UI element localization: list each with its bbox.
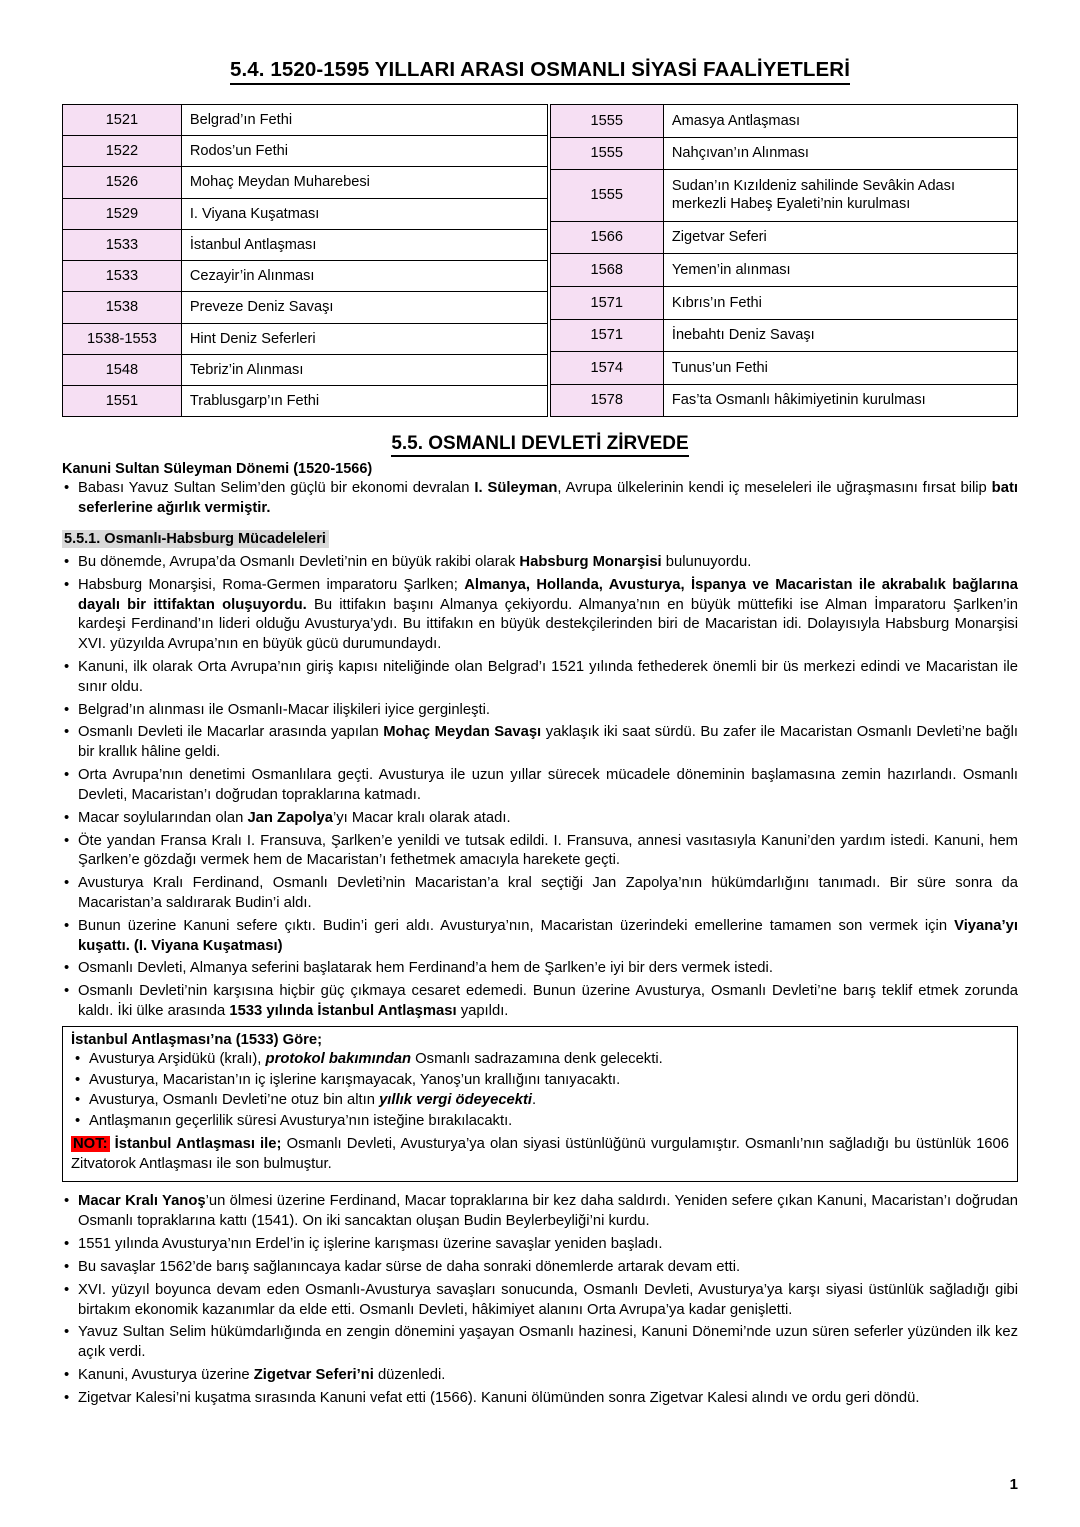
list-item: • Kanuni, Avusturya üzerine Zigetvar Seferi’ni düzenledi. [62, 1366, 1018, 1386]
table-row [63, 136, 548, 167]
timeline-table-right [550, 104, 1018, 417]
table-row [550, 384, 1017, 417]
event-cell: İstanbul Antlaşması [181, 229, 547, 260]
list-item: • Orta Avrupa’nın denetimi Osmanlılara geçti. Avusturya ile uzun yıllar sürecek mücadele döneminin başlamasına zemin hazırlandı. Osmanlı Devleti, Macaristan’ı doğrudan topraklarına katmadı. [62, 766, 1018, 806]
list-item: • Macar Kralı Yanoş’un ölmesi üzerine Ferdinand, Macar topraklarına bir kez daha saldırdı. Yeniden sefere çıkan Kanuni, Macaristan’ı doğrudan Osmanlı topraklarına kattı (1541). On iki sancaktan oluşan Budin Beylerbeyliği’ni kurdu. [62, 1192, 1018, 1232]
event-cell: Tunus’un Fethi [663, 352, 1017, 385]
list-item: • Avusturya, Macaristan’ın iç işlerine karışmayacak, Yanoş’un krallığını tanıyacaktı. [71, 1071, 1009, 1091]
section-title-551: 5.5.1. Osmanlı-Habsburg Mücadeleleri [62, 530, 329, 548]
event-cell: Sudan’ın Kızıldeniz sahilinde Sevâkin Adası merkezli Habeş Eyaleti’nin kurulması [663, 170, 1017, 222]
table-row [550, 137, 1017, 170]
list-item: • Yavuz Sultan Selim hükümdarlığında en zengin dönemini yaşayan Osmanlı hazinesi, Kanuni Dönemi’nde uzun süren seferler yüzünden ilk kez açık verdi. [62, 1323, 1018, 1363]
page-number: 1 [1009, 1476, 1018, 1493]
year-cell: 1533 [63, 261, 182, 292]
year-cell: 1571 [550, 286, 663, 319]
event-cell: I. Viyana Kuşatması [181, 198, 547, 229]
event-cell: İnebahtı Deniz Savaşı [663, 319, 1017, 352]
intro-bullet-list [62, 479, 1018, 519]
list-item: • Avusturya, Osmanlı Devleti’ne otuz bin altın yıllık vergi ödeyecekti. [71, 1091, 1009, 1111]
section-title-55 [62, 433, 1018, 455]
event-cell: Preveze Deniz Savaşı [181, 292, 547, 323]
table-row [550, 352, 1017, 385]
list-item: • Avusturya Arşidükü (kralı), protokol bakımından Osmanlı sadrazamına denk gelecekti. [71, 1050, 1009, 1070]
year-cell: 1571 [550, 319, 663, 352]
event-cell: Belgrad’ın Fethi [181, 105, 547, 136]
note-line: NOT: İstanbul Antlaşması ile; Osmanlı Devleti, Avusturya’ya olan siyasi üstünlüğünü vurgulamıştır. Osmanlı’nın sağladığı bu üstünlük 1606 Zitvatorok Antlaşması ile son bulmuştur. [71, 1136, 1009, 1172]
event-cell: Nahçıvan’ın Alınması [663, 137, 1017, 170]
table-row [63, 354, 548, 385]
table-row [550, 170, 1017, 222]
table-row [63, 386, 548, 417]
list-item: • Belgrad’ın alınması ile Osmanlı-Macar ilişkileri iyice gerginleşti. [62, 701, 1018, 721]
table-row [63, 292, 548, 323]
list-item: • Bu dönemde, Avrupa’da Osmanlı Devleti’nin en büyük rakibi olarak Habsburg Monarşisi bulunuyordu. [62, 553, 1018, 573]
page-title [62, 58, 1018, 86]
page-title-text: 5.4. 1520-1595 YILLARI ARASI OSMANLI SİYASİ FAALİYETLERİ [230, 58, 850, 85]
table-row [63, 261, 548, 292]
note-tag: NOT: [73, 1136, 108, 1153]
list-item: • 1551 yılında Avusturya’nın Erdel’in iç işlerine karışması üzerine savaşlar yeniden başladı. [62, 1235, 1018, 1255]
list-item: • Antlaşmanın geçerlilik süresi Avusturya’nın isteğine bırakılacaktı. [71, 1112, 1009, 1132]
year-cell: 1533 [63, 229, 182, 260]
kanuni-subtitle: Kanuni Sultan Süleyman Dönemi (1520-1566) [62, 461, 373, 478]
table-row [63, 105, 548, 136]
list-item: • Babası Yavuz Sultan Selim’den güçlü bir ekonomi devralan I. Süleyman, Avrupa ülkelerinin kendi iç meseleleri ile uğraşmasını fırsat bilip batı seferlerine ağırlık vermiştir. [62, 479, 1018, 519]
year-cell: 1538-1553 [63, 323, 182, 354]
box-title: İstanbul Antlaşması’na (1533) Göre; [71, 1031, 323, 1048]
event-cell: Kıbrıs’ın Fethi [663, 286, 1017, 319]
event-cell: Trablusgarp’ın Fethi [181, 386, 547, 417]
list-item: • Bu savaşlar 1562’de barış sağlanıncaya kadar sürse de daha sonraki dönemlerde artarak devam etti. [62, 1258, 1018, 1278]
year-cell: 1555 [550, 105, 663, 138]
year-cell: 1555 [550, 170, 663, 222]
table-row [63, 229, 548, 260]
table-row [550, 254, 1017, 287]
event-cell: Amasya Antlaşması [663, 105, 1017, 138]
year-cell: 1551 [63, 386, 182, 417]
event-cell: Mohaç Meydan Muharebesi [181, 167, 547, 198]
event-cell: Zigetvar Seferi [663, 221, 1017, 254]
list-item: • Kanuni, ilk olarak Orta Avrupa’nın giriş kapısı niteliğinde olan Belgrad’ı 1521 yılında fethederek önemli bir üs merkezi edindi ve Macaristan ile sınır oldu. [62, 658, 1018, 698]
year-cell: 1521 [63, 105, 182, 136]
year-cell: 1526 [63, 167, 182, 198]
event-cell: Hint Deniz Seferleri [181, 323, 547, 354]
year-cell: 1568 [550, 254, 663, 287]
list-item: • Avusturya Kralı Ferdinand, Osmanlı Devleti’nin Macaristan’a kral seçtiği Jan Zapolya’nın hükümdarlığını tanımadı. Bir süre sonra da Macaristan’a saldırarak Budin’i aldı. [62, 874, 1018, 914]
timeline-tables [62, 104, 1018, 417]
timeline-table-left [62, 104, 548, 417]
list-item: • Macar soylularından olan Jan Zapolya’yı Macar kralı olarak atadı. [62, 809, 1018, 829]
year-cell: 1529 [63, 198, 182, 229]
list-item: • Öte yandan Fransa Kralı I. Fransuva, Şarlken’e yenildi ve tutsak edildi. I. Fransuva, annesi vasıtasıyla Kanuni’den yardım istedi. Kanuni, hem Şarlken’e gözdağı vermek hem de Macaristan’ı fethetmek amacıyla harekete geçti. [62, 832, 1018, 872]
year-cell: 1555 [550, 137, 663, 170]
habsburg-bullet-list [62, 553, 1018, 1022]
list-item: • Osmanlı Devleti ile Macarlar arasında yapılan Mohaç Meydan Savaşı yaklaşık iki saat sürdü. Bu zafer ile Macaristan Osmanlı Devleti’ne bağlı bir krallık hâline geldi. [62, 723, 1018, 763]
section-title-55-text: 5.5. OSMANLI DEVLETİ ZİRVEDE [391, 433, 688, 457]
event-cell: Tebriz’in Alınması [181, 354, 547, 385]
event-cell: Rodos’un Fethi [181, 136, 547, 167]
list-item: • Osmanlı Devleti, Almanya seferini başlatarak hem Ferdinand’a hem de Şarlken’e iyi bir ders vermek istedi. [62, 959, 1018, 979]
list-item: • Zigetvar Kalesi’ni kuşatma sırasında Kanuni vefat etti (1566). Kanuni ölümünden sonra Zigetvar Kalesi alındı ve ordu geri döndü. [62, 1389, 1018, 1409]
list-item: • XVI. yüzyıl boyunca devam eden Osmanlı-Avusturya savaşları sonucunda, Osmanlı Devleti, Avusturya’ya karşı siyasi üstünlük sağladığı gibi birtakım ekonomik kazanımlar da elde etti. Osmanlı Devleti, hâkimiyet alanını Orta Avrupa’ya kadar genişletti. [62, 1281, 1018, 1321]
event-cell: Yemen’in alınması [663, 254, 1017, 287]
table-row [63, 323, 548, 354]
table-row [550, 286, 1017, 319]
year-cell: 1548 [63, 354, 182, 385]
list-item: • Bunun üzerine Kanuni sefere çıktı. Budin’i geri aldı. Avusturya’nın, Macaristan üzerindeki emellerine tamamen son vermek için Viyana’yı kuşattı. (I. Viyana Kuşatması) [62, 917, 1018, 957]
year-cell: 1574 [550, 352, 663, 385]
table-row [63, 167, 548, 198]
year-cell: 1578 [550, 384, 663, 417]
istanbul-treaty-list [71, 1050, 1009, 1132]
list-item: • Osmanlı Devleti’nin karşısına hiçbir güç çıkmaya cesaret edemedi. Bunun üzerine Avusturya, Osmanlı Devleti’ne barış teklif etmek zorunda kaldı. İki ülke arasında 1533 yılında İstanbul Antlaşması yapıldı. [62, 982, 1018, 1022]
year-cell: 1538 [63, 292, 182, 323]
table-row [63, 198, 548, 229]
table-row [550, 319, 1017, 352]
event-cell: Cezayir’in Alınması [181, 261, 547, 292]
table-row [550, 221, 1017, 254]
event-cell: Fas’ta Osmanlı hâkimiyetinin kurulması [663, 384, 1017, 417]
list-item: • Habsburg Monarşisi, Roma-Germen imparatoru Şarlken; Almanya, Hollanda, Avusturya, İspanya ve Macaristan ile akrabalık bağlarına dayalı bir ittifaktan oluşuyordu. Bu ittifakın başını Almanya çekiyordu. Almanya’nın en büyük müttefiki ise Alman İmparatoru Şarlken’in kardeşi Ferdinand’ın lideri olduğu Avusturya’ydı. Bu ittifakın en büyük destekçilerinden biri de Macaristan idi. Dolayısıyla Habsburg Monarşisi XVI. yüzyılda Avrupa’nın en büyük gücü durumundaydı. [62, 576, 1018, 655]
istanbul-treaty-box [62, 1026, 1018, 1183]
table-row [550, 105, 1017, 138]
year-cell: 1522 [63, 136, 182, 167]
after-box-bullet-list [62, 1192, 1018, 1408]
year-cell: 1566 [550, 221, 663, 254]
